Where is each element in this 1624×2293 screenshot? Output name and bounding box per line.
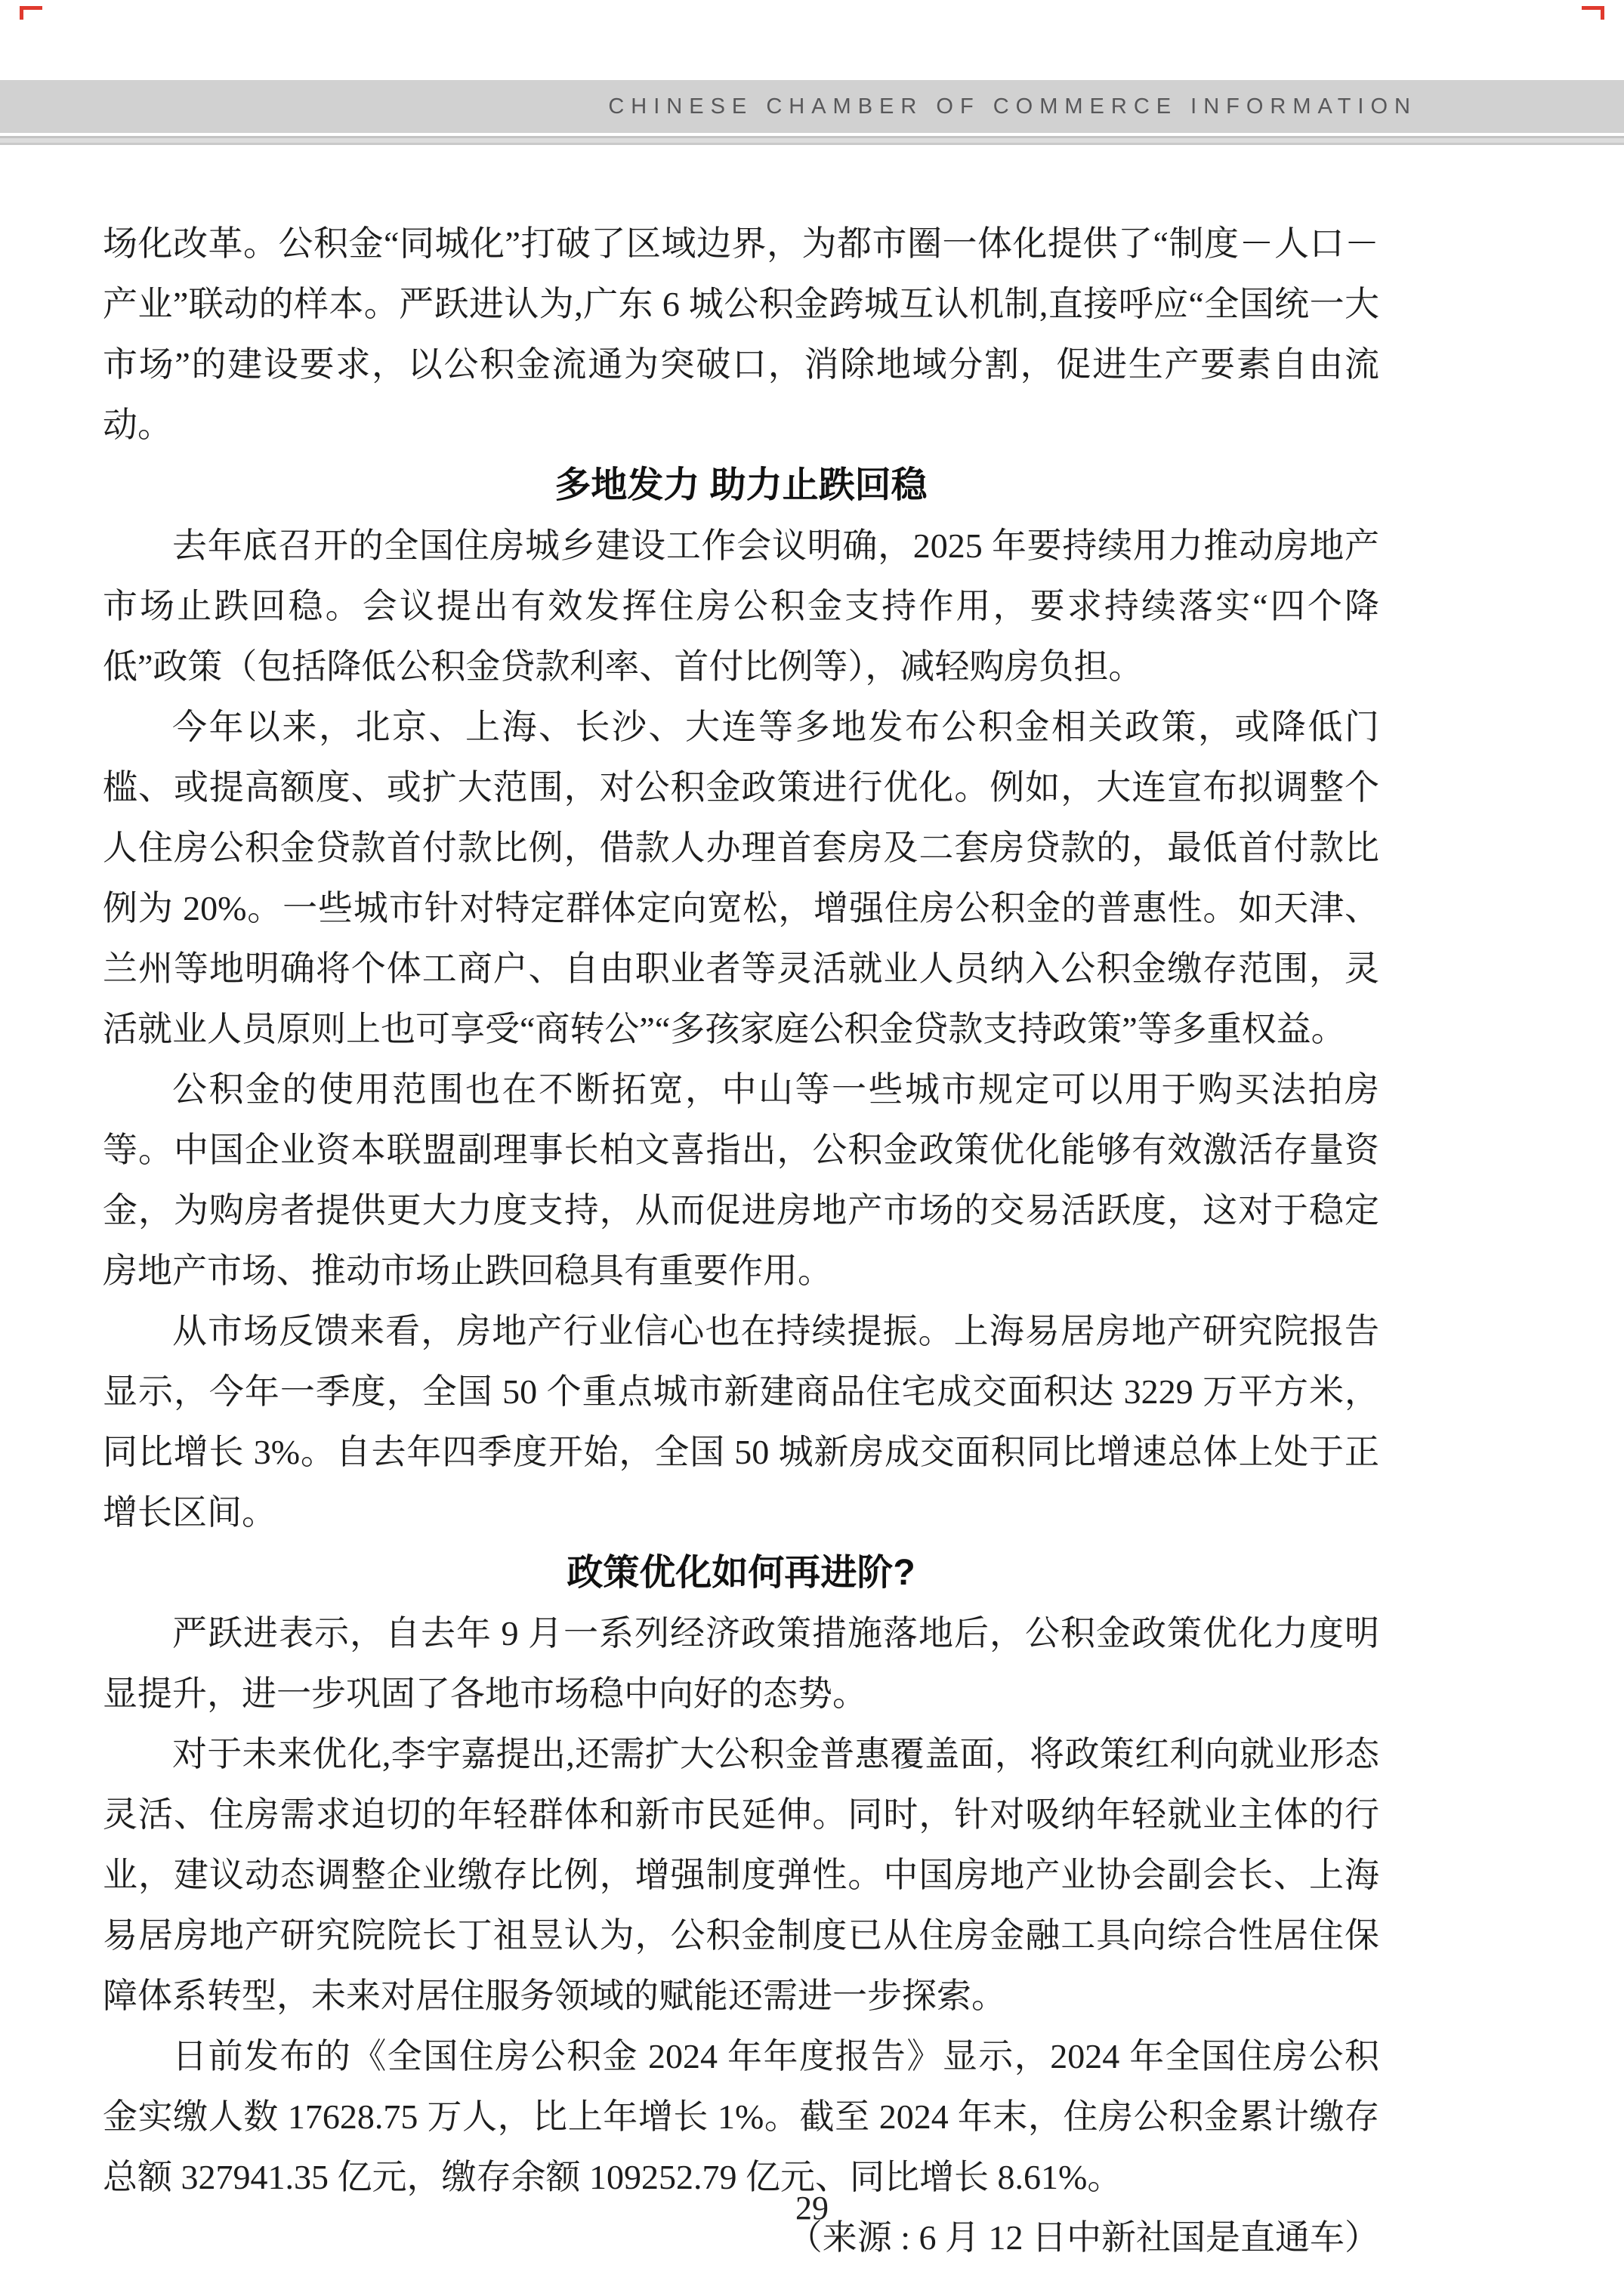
paragraph: 今年以来，北京、上海、长沙、大连等多地发布公积金相关政策，或降低门槛、或提高额度、或扩大范围，对公积金政策进行优化。例如，大连宣布拟调整个人住房公积金贷款首付款比例，借款人办理首套房及二套房贷款的，最低首付款比例为 20%。一些城市针对特定群体定向宽松，增强住房公积金的普惠性。如天津、兰州等地明确将个体工商户、自由职业者等灵活就业人员纳入公积金缴存范围，灵活就业人员原则上也可享受“商转公”“多孩家庭公积金贷款支持政策”等多重权益。 <box>103 708 1379 1048</box>
header-bar <box>0 80 1624 133</box>
section-heading: 多地发力 助力止跌回稳 <box>554 465 928 505</box>
crop-mark-top-right <box>1582 6 1604 20</box>
source-line: （来源 : 6 月 12 日中新社国是直通车） <box>787 2218 1379 2257</box>
paragraph: 对于未来优化,李宇嘉提出,还需扩大公积金普惠覆盖面，将政策红利向就业形态灵活、住房需求迫切的年轻群体和新市民延伸。同时，针对吸纳年轻就业主体的行业，建议动态调整企业缴存比例，增强制度弹性。中国房地产业协会副会长、上海易居房地产研究院院长丁祖昱认为，公积金制度已从住房金融工具向综合性居住保障体系转型，未来对居住服务领域的赋能还需进一步探索。 <box>103 1735 1379 2015</box>
paragraph: 去年底召开的全国住房城乡建设工作会议明确，2025 年要持续用力推动房地产市场止跌回稳。会议提出有效发挥住房公积金支持作用，要求持续落实“四个降低”政策（包括降低公积金贷款利率、首付比例等），减轻购房负担。 <box>103 526 1379 686</box>
crop-mark-top-left <box>20 6 42 20</box>
paragraph: 从市场反馈来看，房地产行业信心也在持续提振。上海易居房地产研究院报告显示，今年一季度，全国 50 个重点城市新建商品住宅成交面积达 3229 万平方米，同比增长 3%。自去年四季度开始，全国 50 城新房成交面积同比增速总体上处于正增长区间。 <box>103 1312 1379 1532</box>
header-rule <box>0 136 1624 145</box>
paragraph: 日前发布的《全国住房公积金 2024 年年度报告》显示，2024 年全国住房公积金实缴人数 17628.75 万人，比上年增长 1%。截至 2024 年末，住房公积金累计缴存总额 327941.35 亿元，缴存余额 109252.79 亿元、同比增长 8.61%。 <box>103 2037 1379 2196</box>
paragraph: 严跃进表示，自去年 9 月一系列经济政策措施落地后，公积金政策优化力度明显提升，进一步巩固了各地市场稳中向好的态势。 <box>103 1614 1379 1713</box>
paragraph: 公积金的使用范围也在不断拓宽，中山等一些城市规定可以用于购买法拍房等。中国企业资本联盟副理事长柏文喜指出，公积金政策优化能够有效激活存量资金，为购房者提供更大力度支持，从而促进房地产市场的交易活跃度，这对于稳定房地产市场、推动市场止跌回稳具有重要作用。 <box>103 1070 1379 1290</box>
page-number: 29 <box>795 2190 829 2227</box>
header-title: CHINESE CHAMBER OF COMMERCE INFORMATION <box>608 94 1417 119</box>
section-heading: 政策优化如何再进阶? <box>567 1553 915 1593</box>
paragraph: 场化改革。公积金“同城化”打破了区域边界，为都市圈一体化提供了“制度－人口－产业”联动的样本。严跃进认为,广东 6 城公积金跨城互认机制,直接呼应“全国统一大市场”的建设要求，以公积金流通为突破口，消除地域分割，促进生产要素自由流动。 <box>103 224 1379 444</box>
article-body <box>103 214 1379 2268</box>
